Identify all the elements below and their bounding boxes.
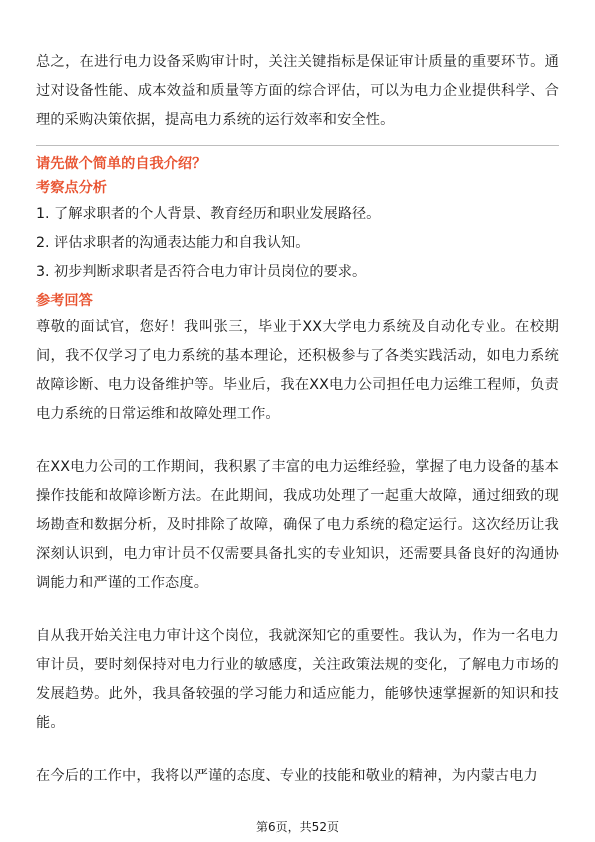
paragraph-gap [36,429,559,453]
answer-paragraph: 尊敬的面试官，您好！我叫张三，毕业于XX大学电力系统及自动化专业。在校期间，我不仅学习了电力系统的基本理论，还积极参与了各类实践活动，如电力系统故障诊断、电力设备维护等。毕业后，我在XX电力公司担任电力运维工程师，负责电力系统的日常运维和故障处理工作。 [36,319,559,422]
intro-paragraph: 总之，在进行电力设备采购审计时，关注关键指标是保证审计质量的重要环节。通过对设备性能、成本效益和质量等方面的综合评估，可以为电力企业提供科学、合理的采购决策依据，提高电力系统的运行效率和安全性。 [36,54,559,128]
paragraph-gap [36,738,559,762]
section-divider [36,145,559,146]
analysis-item: 1. 了解求职者的个人背景、教育经历和职业发展路径。 [36,206,381,222]
analysis-item: 2. 评估求职者的沟通表达能力和自我认知。 [36,235,310,251]
answer-paragraph: 自从我开始关注电力审计这个岗位，我就深知它的重要性。我认为，作为一名电力审计员，要时刻保持对电力行业的敏感度，关注政策法规的变化，了解电力市场的发展趋势。此外，我具备较强的学习能力和适应能力，能够快速掌握新的知识和技能。 [36,628,559,731]
analysis-item: 3. 初步判断求职者是否符合电力审计员岗位的要求。 [36,264,367,280]
analysis-heading: 考察点分析 [36,180,107,196]
answer-paragraph: 在XX电力公司的工作期间，我积累了丰富的电力运维经验，掌握了电力设备的基本操作技能和故障诊断方法。在此期间，我成功处理了一起重大故障，通过细致的现场勘查和数据分析，及时排除了故障，确保了电力系统的稳定运行。这次经历让我深刻认识到，电力审计员不仅需要具备扎实的专业知识，还需要具备良好的沟通协调能力和严谨的工作态度。 [36,459,559,591]
answer-heading: 参考回答 [36,293,93,309]
answer-paragraph: 在今后的工作中，我将以严谨的态度、专业的技能和敬业的精神，为内蒙古电力 [36,768,538,784]
document-page [36,48,559,791]
page-number: 第6页，共52页 [256,820,339,834]
paragraph-gap [36,598,559,622]
question-title: 请先做个简单的自我介绍？ [36,156,207,172]
